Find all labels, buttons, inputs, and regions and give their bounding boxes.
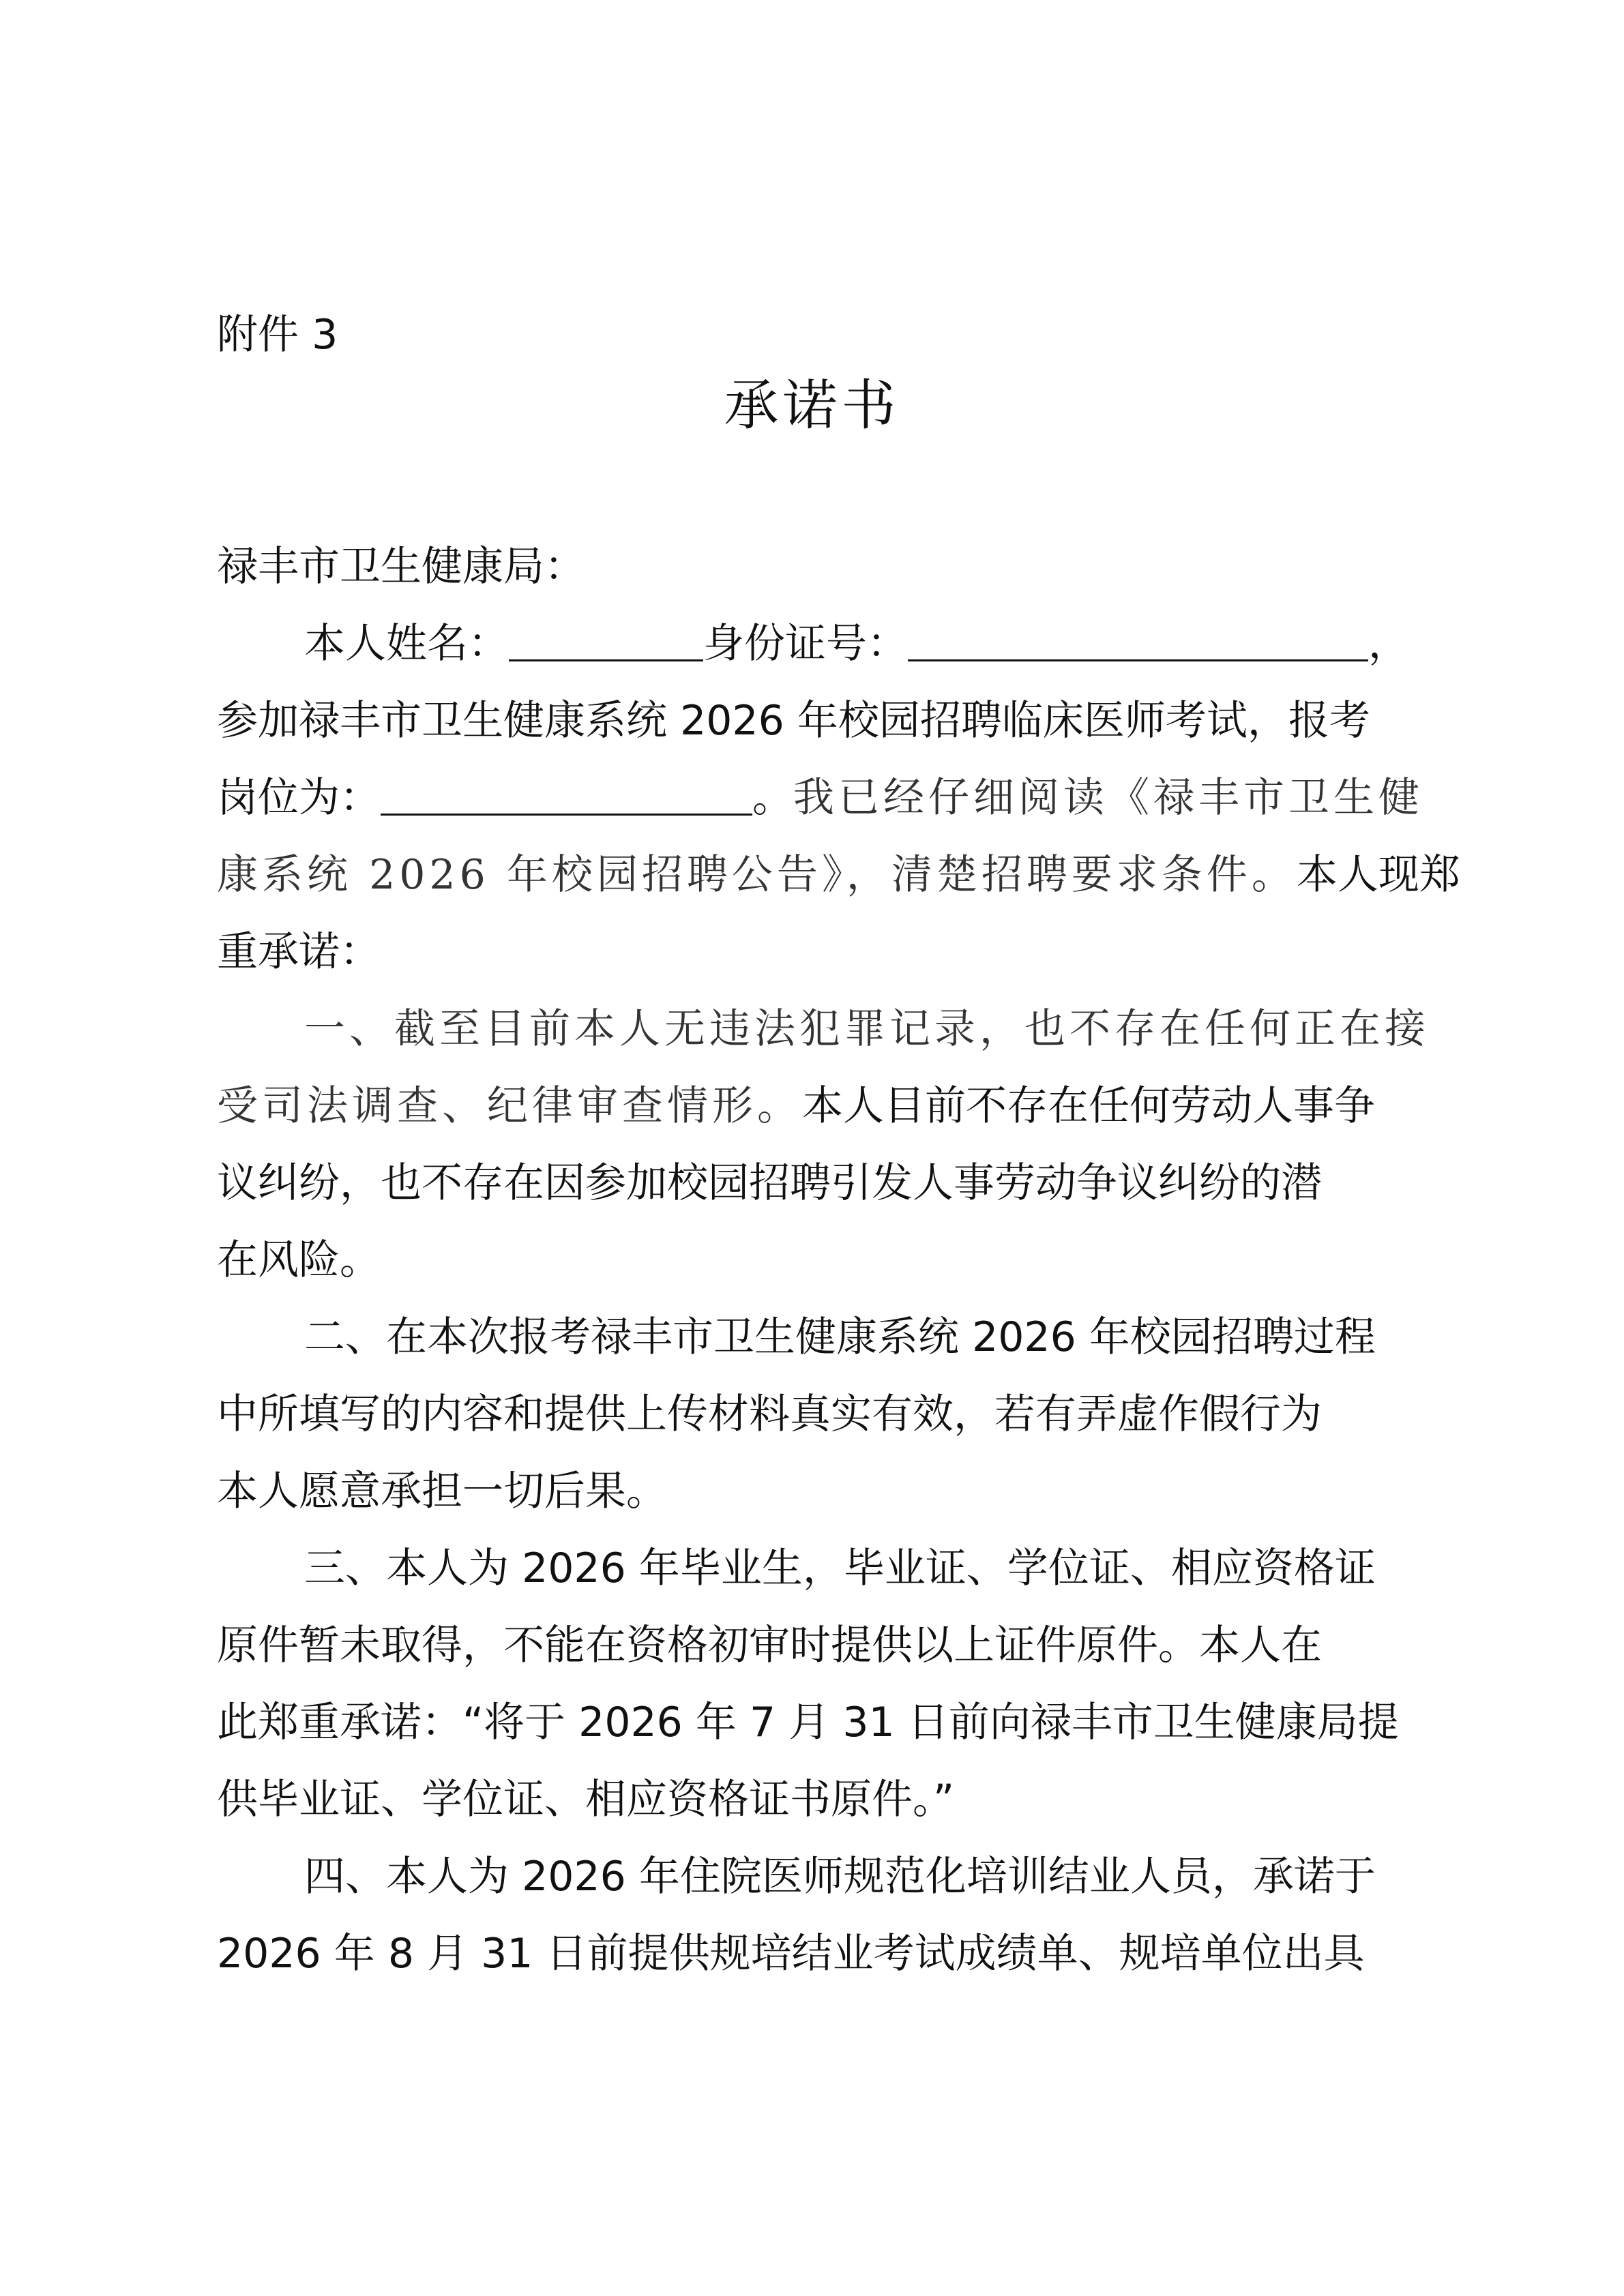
- clause3-line-1: [217, 1530, 1426, 1607]
- clause2-text-2: 中所填写的内容和提供上传材料真实有效，若有弄虚作假行为: [217, 1390, 1322, 1438]
- id-label: 身份证号：: [703, 620, 908, 668]
- clause4-text-2: 2026 年 8 月 31 日前提供规培结业考试成绩单、规培单位出具: [217, 1930, 1365, 1978]
- clause3-text-4: 供毕业证、学位证、相应资格证书原件。”: [217, 1776, 955, 1823]
- id-line-end: ，: [1368, 620, 1409, 668]
- clause3-text-2: 原件暂未取得，不能在资格初审时提供以上证件原件。本人在: [217, 1622, 1322, 1669]
- intro-text-2: 参加禄丰市卫生健康系统 2026 年校园招聘临床医师考试，报考: [217, 697, 1370, 745]
- clause2-line-1: [217, 1299, 1426, 1376]
- clause1-text-1: [304, 1005, 1430, 1053]
- clause3-line-3: [217, 1684, 1426, 1761]
- clause1-text-1-body: 一、截至目前本人无违法犯罪记录，也不存在任何正在接: [304, 1005, 1430, 1053]
- intro-text-3: 我已经仔细阅读《禄丰市卫生健: [793, 774, 1423, 822]
- intro-text-4a: 康系统 2026 年校园招聘公告》，清楚招聘要求条件。: [217, 851, 1297, 899]
- clause4-line-1: [217, 1838, 1426, 1915]
- name-blank: [509, 617, 703, 661]
- post-blank: [381, 771, 752, 816]
- clause1-line-2: [217, 1068, 1426, 1145]
- intro-line-2: [217, 683, 1426, 760]
- recipient-line: [217, 528, 1426, 606]
- document-body: [217, 528, 1460, 1993]
- clause1-text-2a: 受司法调查、纪律审查情形。: [217, 1082, 802, 1130]
- clause3-text-3: 此郑重承诺：“将于 2026 年 7 月 31 日前向禄丰市卫生健康局提: [217, 1699, 1399, 1746]
- clause4-text-1: 四、本人为 2026 年住院医师规范化培训结业人员，承诺于: [304, 1853, 1376, 1900]
- clause1-text-3: 议纠纷，也不存在因参加校园招聘引发人事劳动争议纠纷的潜: [217, 1159, 1322, 1207]
- name-label: 本人姓名：: [304, 620, 509, 668]
- recipient: 禄丰市卫生健康局：: [217, 543, 585, 591]
- clause2-line-2: [217, 1376, 1426, 1453]
- id-blank: [908, 617, 1368, 661]
- intro-line-5: [217, 914, 1426, 991]
- intro-text-4b: 本人现郑: [1296, 851, 1460, 899]
- clause1-line-4: [217, 1222, 1426, 1299]
- clause2-line-3: [217, 1453, 1426, 1530]
- attachment-label: 附件 3: [217, 311, 338, 359]
- clause2-text-1: 二、在本次报考禄丰市卫生健康系统 2026 年校园招聘过程: [304, 1313, 1376, 1361]
- clause1-line-3: [217, 1145, 1426, 1222]
- clause1-text-4: 在风险。: [217, 1236, 381, 1284]
- post-line-end: 。: [752, 774, 793, 822]
- post-label: 岗位为：: [217, 774, 381, 822]
- clause1-text-2b: 本人目前不存在任何劳动人事争: [802, 1082, 1375, 1130]
- document-title: 承诺书: [724, 374, 900, 437]
- intro-text-5: 重承诺：: [217, 928, 381, 976]
- clause3-line-4: [217, 1761, 1426, 1838]
- intro-line-4: [217, 837, 1460, 914]
- intro-line-3: [217, 760, 1426, 837]
- clause3-text-1: 三、本人为 2026 年毕业生，毕业证、学位证、相应资格证: [304, 1545, 1376, 1592]
- clause2-text-3: 本人愿意承担一切后果。: [217, 1467, 667, 1515]
- clause1-line-1: [217, 991, 1430, 1068]
- clause3-line-2: [217, 1607, 1426, 1684]
- clause4-line-2: [217, 1915, 1426, 1993]
- intro-line-1: [217, 606, 1426, 683]
